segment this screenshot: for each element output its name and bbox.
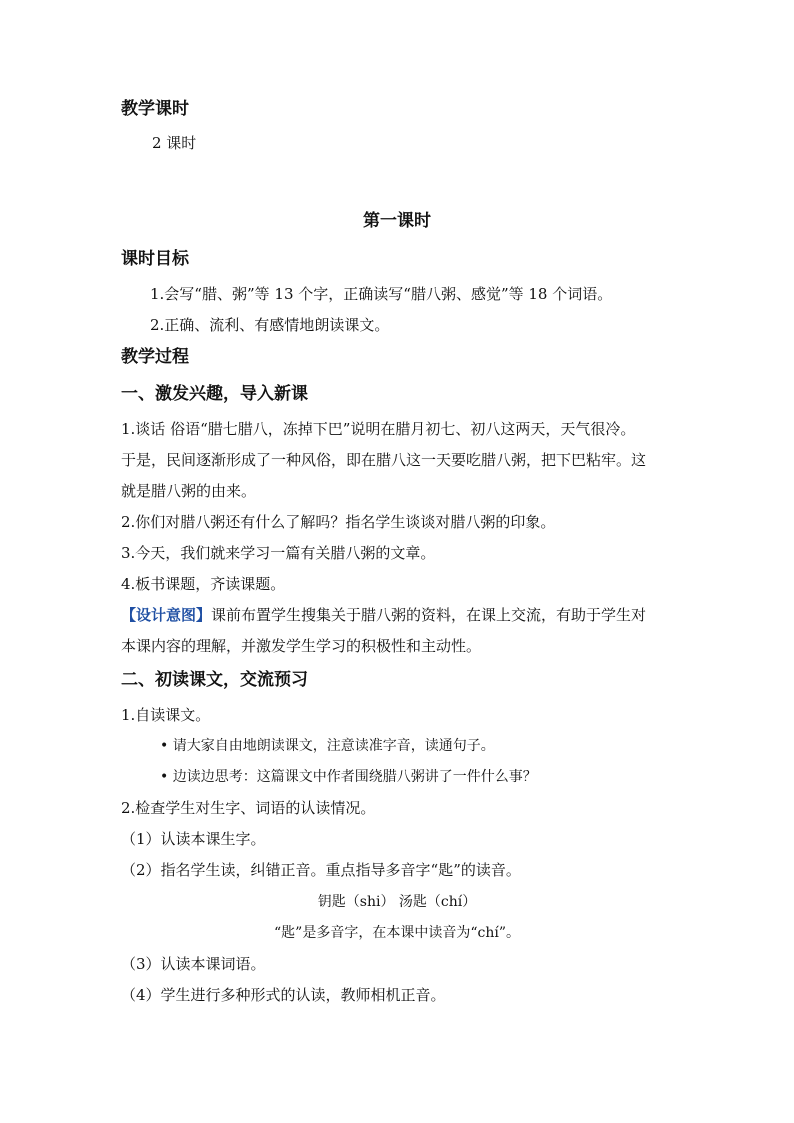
paragraph-line: 2.检查学生对生字、词语的认读情况。 <box>121 799 376 817</box>
paragraph-line: 就是腊八粥的由来。 <box>121 482 257 500</box>
paragraph-line: 4.板书课题，齐读课题。 <box>121 575 286 593</box>
part2-title: 二、初读课文，交流预习 <box>121 670 308 690</box>
design-intent <box>121 605 646 625</box>
paragraph-line: （1）认读本课生字。 <box>121 830 266 848</box>
example-note: “匙”是多音字，在本课中读音为“chí”。 <box>274 925 520 941</box>
objective-item: 2.正确、流利、有感情地朗读课文。 <box>150 316 390 334</box>
paragraph-line: （4）学生进行多种形式的认读，教师相机正音。 <box>121 986 446 1004</box>
paragraph-line: （2）指名学生读，纠错正音。重点指导多音字“匙”的读音。 <box>121 861 521 879</box>
hours-value: 2 课时 <box>152 134 197 152</box>
paragraph-line: 1.谈话 俗语“腊七腊八，冻掉下巴”说明在腊月初七、初八这两天，天气很冷。 <box>121 420 636 438</box>
example-words: 钥匙（shi） 汤匙（chí） <box>317 894 477 910</box>
paragraph-line: 于是，民间逐渐形成了一种风俗，即在腊八这一天要吃腊八粥，把下巴粘牢。这 <box>121 451 647 469</box>
bullet-item: • 请大家自由地朗读课文，注意读准字音，读通句子。 <box>160 738 495 754</box>
design-intent-tag: 【设计意图】 <box>121 606 212 624</box>
hours-heading: 教学课时 <box>121 99 189 119</box>
objective-item: 1.会写“腊、粥”等 13 个字，正确读写“腊八粥、感觉”等 18 个词语。 <box>150 285 613 303</box>
design-intent-text: 课前布置学生搜集关于腊八粥的资料，在课上交流，有助于学生对 <box>211 606 647 624</box>
lesson-title: 第一课时 <box>363 211 431 231</box>
paragraph-line: 1.自读课文。 <box>121 706 211 724</box>
paragraph-line: （3）认读本课词语。 <box>121 955 266 973</box>
objectives-heading: 课时目标 <box>121 249 189 269</box>
paragraph-line: 2.你们对腊八粥还有什么了解吗？指名学生谈谈对腊八粥的印象。 <box>121 513 556 531</box>
bullet-item: • 边读边思考：这篇课文中作者围绕腊八粥讲了一件什么事？ <box>160 769 537 785</box>
process-heading: 教学过程 <box>121 347 189 367</box>
part1-title: 一、激发兴趣，导入新课 <box>121 384 308 404</box>
paragraph-line: 本课内容的理解，并激发学生学习的积极性和主动性。 <box>121 637 482 655</box>
paragraph-line: 3.今天，我们就来学习一篇有关腊八粥的文章。 <box>121 544 436 562</box>
